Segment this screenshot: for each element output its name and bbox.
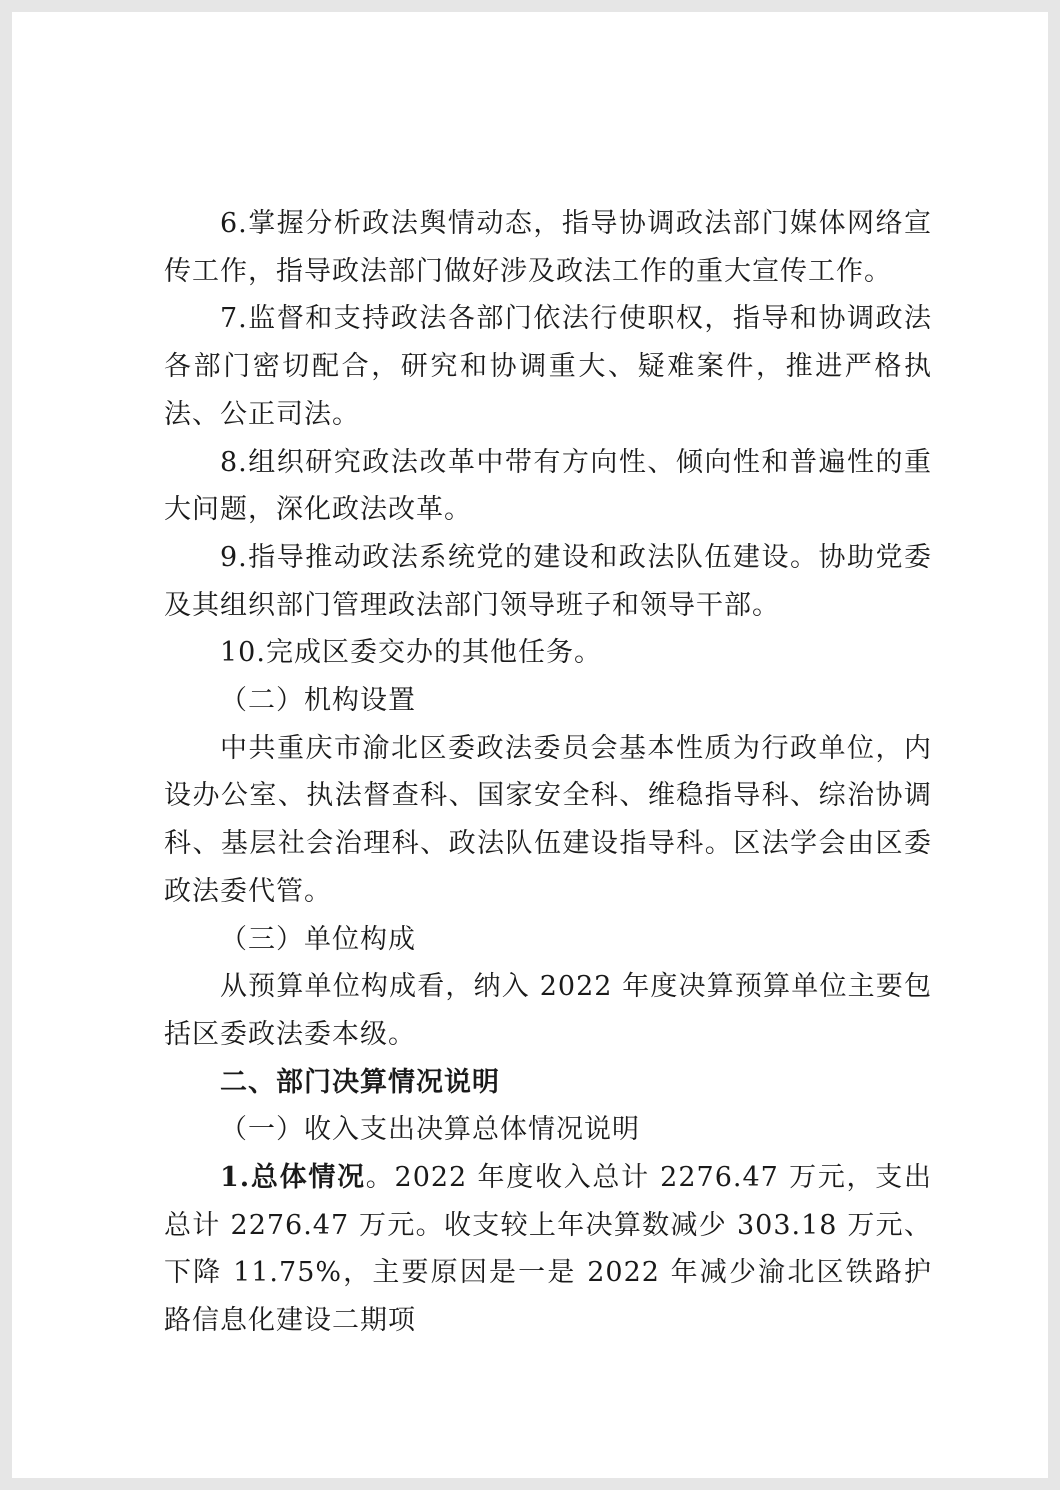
section-org-text: 中共重庆市渝北区委政法委员会基本性质为行政单位，内设办公室、执法督查科、国家安全科、维稳指导科、综治协调科、基层社会治理科、政法队伍建设指导科。区法学会由区委政法委代管。 (164, 732, 932, 907)
overall-text: 。2022 年度收入总计 2276.47 万元，支出总计 2276.47 万元。收支较上年决算数减少 303.18 万元、下降 11.75%，主要原因是一是 2022 年减少渝北区铁路护路信息化建设二期项 (164, 1162, 932, 1337)
part2-subheading: （一）收入支出决算总体情况说明 (220, 1114, 640, 1146)
overall-paragraph (164, 1154, 932, 1345)
paragraph-item-10: 10.完成区委交办的其他任务。 (220, 637, 602, 669)
section-org-title: （二）机构设置 (220, 685, 416, 717)
overall-label: 1.总体情况 (220, 1162, 366, 1194)
document-page (12, 12, 1048, 1478)
paragraph-item-6: 6.掌握分析政法舆情动态，指导协调政法部门媒体网络宣传工作，指导政法部门做好涉及政法工作的重大宣传工作。 (164, 208, 932, 287)
section-unit-title: （三）单位构成 (220, 923, 416, 955)
document-body (164, 200, 932, 1345)
section-unit-text: 从预算单位构成看，纳入 2022 年度决算预算单位主要包括区委政法委本级。 (164, 971, 932, 1050)
part2-heading: 二、部门决算情况说明 (220, 1066, 500, 1098)
paragraph-item-9: 9.指导推动政法系统党的建设和政法队伍建设。协助党委及其组织部门管理政法部门领导班子和领导干部。 (164, 541, 932, 621)
paragraph-item-8: 8.组织研究政法改革中带有方向性、倾向性和普遍性的重大问题，深化政法改革。 (164, 446, 932, 526)
paragraph-item-7: 7.监督和支持政法各部门依法行使职权，指导和协调政法各部门密切配合，研究和协调重大、疑难案件，推进严格执法、公正司法。 (164, 303, 932, 430)
